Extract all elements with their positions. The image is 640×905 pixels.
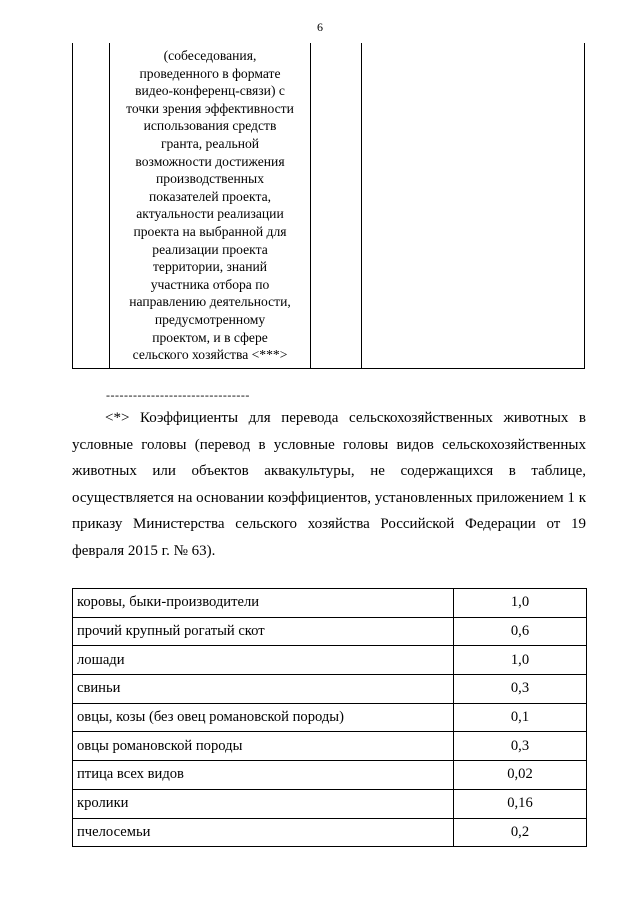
table-row: [73, 703, 587, 732]
criterion-line: производственных: [156, 171, 264, 187]
table-row: [73, 617, 587, 646]
table-row: [73, 789, 587, 818]
coefficient-cell: 0,1: [454, 703, 587, 732]
coefficient-cell: 1,0: [454, 646, 587, 675]
animal-type-cell: прочий крупный рогатый скот: [73, 617, 454, 646]
table-row: [73, 732, 587, 761]
animal-type-cell: овцы, козы (без овец романовской породы): [73, 703, 454, 732]
footnote-separator: --------------------------------: [106, 388, 250, 402]
score-cell: [311, 43, 362, 369]
criterion-line: реализации проекта: [152, 241, 268, 257]
animal-type-cell: овцы романовской породы: [73, 732, 454, 761]
criterion-line: (собеседования,: [163, 48, 257, 63]
footnote: [72, 405, 586, 564]
animal-type-cell: птица всех видов: [73, 761, 454, 790]
criterion-line: территории, знаний: [152, 259, 268, 275]
coefficients-table: [72, 588, 587, 847]
criterion-line: сельского хозяйства <***>: [132, 347, 288, 363]
table-row: [73, 43, 585, 369]
animal-type-cell: кролики: [73, 789, 454, 818]
criterion-line: проекта на выбранной для: [133, 223, 287, 239]
criteria-table-continuation: [72, 43, 585, 369]
criterion-line: актуальности реализации: [136, 206, 284, 222]
coefficient-cell: 0,3: [454, 675, 587, 704]
number-cell: [73, 43, 110, 369]
criterion-line: участника отбора по: [150, 276, 270, 292]
coefficient-cell: 0,16: [454, 789, 587, 818]
criterion-line: точки зрения эффективности: [126, 100, 294, 116]
animal-type-cell: свиньи: [73, 675, 454, 704]
footnote-text: <*> Коэффициенты для перевода сельскохозяйственных животных в условные головы (перевод в условные головы видов сельскохозяйственных животных или объектов аквакультуры, не содержащихся в таблице, осуществляется на основании коэффициентов, установленных приложением 1 к приказу Министерства сельского хозяйства Российской Федерации от 19 февраля 2015 г. № 63).: [72, 410, 586, 559]
coefficient-cell: 0,6: [454, 617, 587, 646]
criterion-line: использования средств: [143, 118, 277, 134]
criterion-line: показателей проекта,: [148, 188, 272, 204]
page-number: 6: [317, 20, 323, 34]
table-row: [73, 589, 587, 618]
table-row: [73, 818, 587, 847]
animal-type-cell: лошади: [73, 646, 454, 675]
criterion-line: возможности достижения: [135, 153, 285, 169]
coefficient-cell: 0,3: [454, 732, 587, 761]
coefficient-cell: 0,2: [454, 818, 587, 847]
criterion-cell: [110, 43, 311, 369]
criterion-line: видео-конференц-связи) с: [135, 83, 285, 99]
animal-type-cell: коровы, быки-производители: [73, 589, 454, 618]
criterion-line: проектом, и в сфере: [152, 329, 268, 345]
criterion-line: предусмотренному: [154, 311, 266, 327]
coefficients-table-body: [73, 589, 587, 847]
criterion-line: гранта, реальной: [160, 135, 260, 151]
table-row: [73, 646, 587, 675]
animal-type-cell: пчелосемьи: [73, 818, 454, 847]
table-row: [73, 761, 587, 790]
coefficient-cell: 1,0: [454, 589, 587, 618]
note-cell: [362, 43, 585, 369]
criterion-line: направлению деятельности,: [129, 294, 291, 310]
coefficient-cell: 0,02: [454, 761, 587, 790]
criterion-line: проведенного в формате: [139, 65, 281, 81]
table-row: [73, 675, 587, 704]
